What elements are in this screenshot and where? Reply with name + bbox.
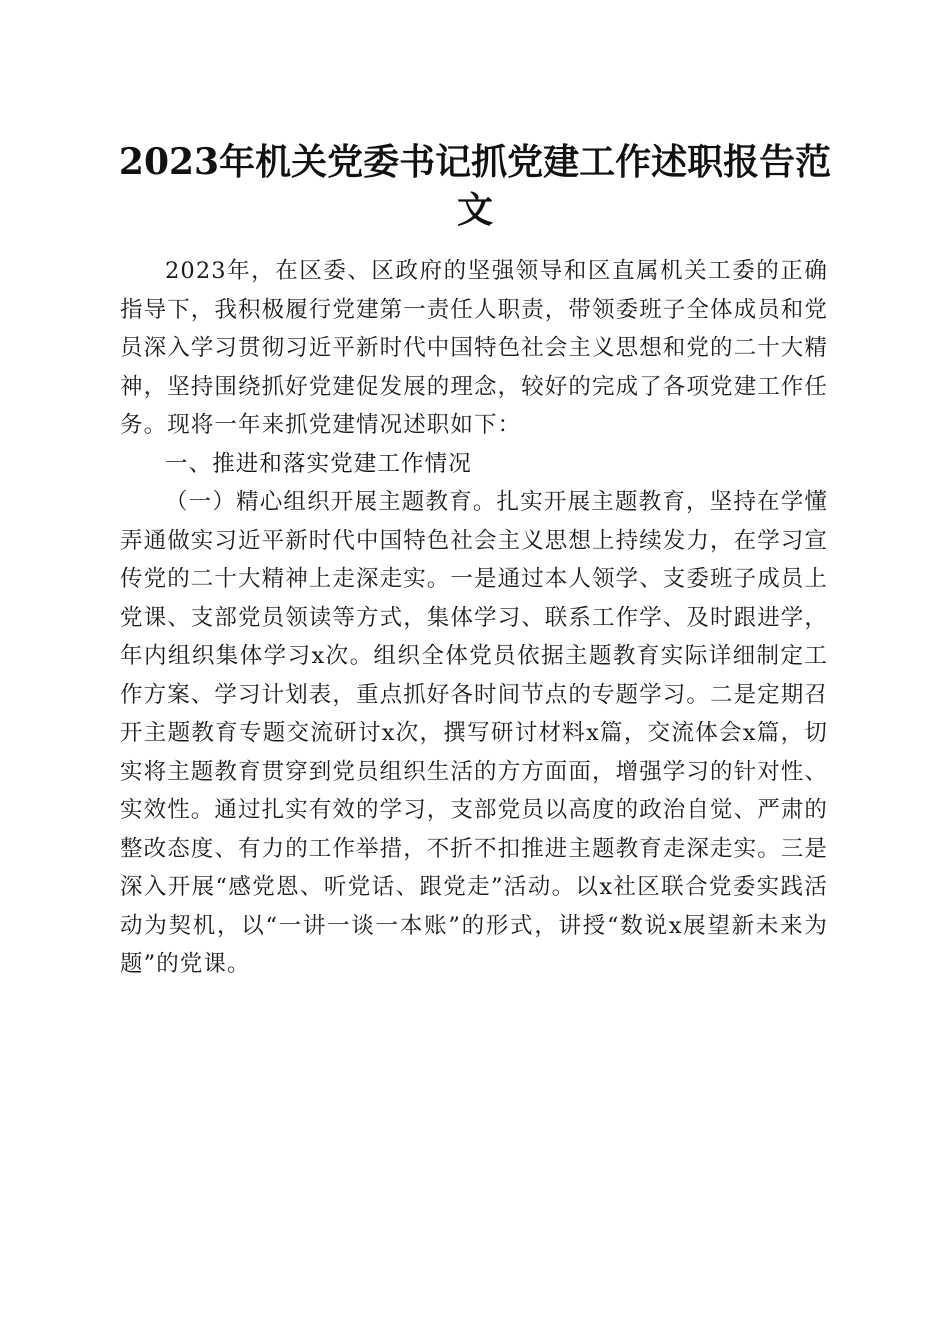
intro-paragraph: 2023年，在区委、区政府的坚强领导和区直属机关工委的正确指导下，我积极履行党建第一责任人职责，带领委班子全体成员和党员深入学习贯彻习近平新时代中国特色社会主义思想和党的二十大精神，坚持围绕抓好党建促发展的理念，较好的完成了各项党建工作任务。现将一年来抓党建情况述职如下：	[120, 258, 829, 438]
document-body	[120, 252, 828, 984]
subsection-text: 扎实开展主题教育，坚持在学懂弄通做实习近平新时代中国特色社会主义思想上持续发力，在学习宣传党的二十大精神上走深走实。一是通过本人领学、支委班子成员上党课、支部党员领读等方式，集体学习、联系工作学、及时跟进学，年内组织集体学习x次。组织全体党员依据主题教育实际详细制定工作方案、学习计划表，重点抓好各时间节点的专题学习。二是定期召开主题教育专题交流研讨x次，撰写研讨材料x篇，交流体会x篇，切实将主题教育贯穿到党员组织生活的方方面面，增强学习的针对性、实效性。通过扎实有效的学习，支部党员以高度的政治自觉、严肃的整改态度、有力的工作举措，不折不扣推进主题教育走深走实。三是深入开展“感党恩、听党话、跟党走”活动。以x社区联合党委实践活动为契机，以“一讲一谈一本账”的形式，讲授“数说x展望新未来为题”的党课。	[120, 489, 829, 977]
document-title: 2023年机关党委书记抓党建工作述职报告范文	[118, 141, 832, 231]
subsection-lead: （一）精心组织开展主题教育。	[165, 489, 497, 515]
section-heading: 一、推进和落实党建工作情况	[165, 450, 472, 477]
subsection-paragraph	[120, 483, 828, 984]
